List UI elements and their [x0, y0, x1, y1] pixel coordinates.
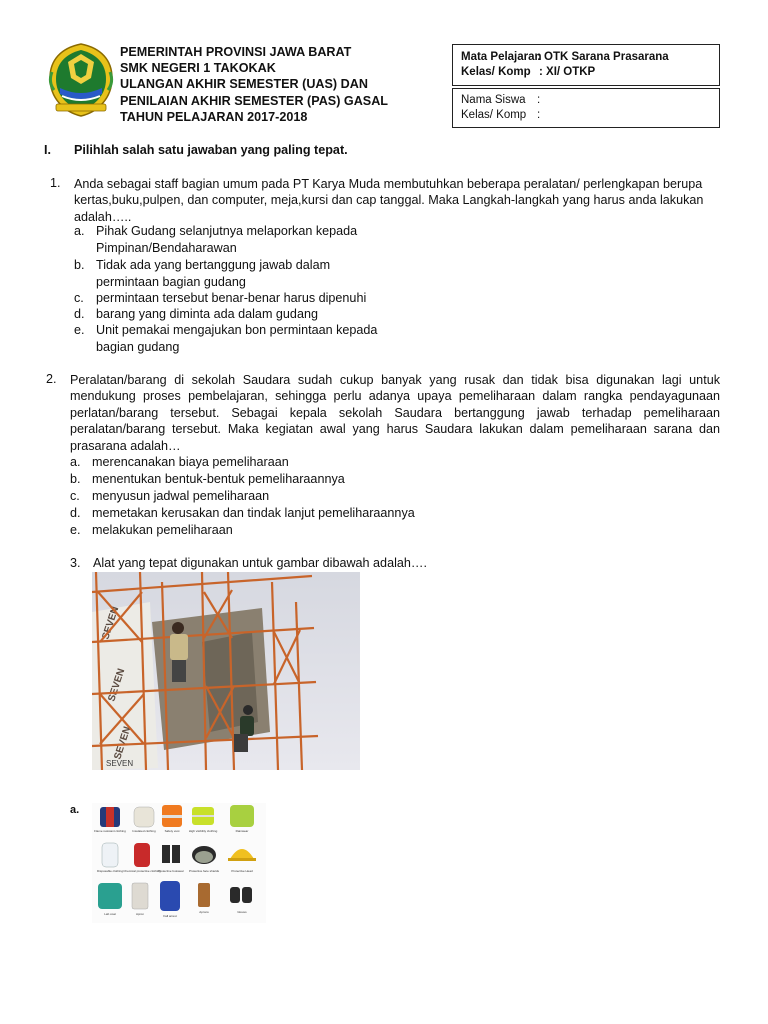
ppe-label: Insulated clothing: [132, 829, 156, 833]
option-text: menentukan bentuk-bentuk pemeliharaannya: [92, 472, 345, 486]
student-info-box: [452, 88, 720, 128]
school-header: [120, 44, 388, 125]
option-letter: d.: [74, 307, 85, 321]
section-number: I.: [44, 143, 51, 157]
question-1-number: 1.: [50, 176, 61, 190]
question-2-text: [70, 372, 720, 454]
option-letter: c.: [70, 489, 80, 503]
ppe-label: Protective Head: [231, 869, 253, 873]
option-letter: e.: [74, 323, 85, 337]
option-text: menyusun jadwal pemeliharaan: [92, 489, 270, 503]
svg-text:SEVEN: SEVEN: [112, 725, 134, 761]
option-text: merencanakan biaya pemeliharaan: [92, 455, 289, 469]
ppe-equipment-collage[interactable]: [92, 803, 266, 923]
option-letter: b.: [70, 472, 81, 486]
class-label: Kelas/ Komp: [461, 66, 531, 78]
question-2-line: prasarana adalah…: [70, 438, 181, 453]
insulated-clothing-icon: [132, 807, 156, 833]
header-line-assessment: PENILAIAN AKHIR SEMESTER (PAS) GASAL: [120, 93, 388, 108]
student-name-label: Nama Siswa: [461, 94, 526, 106]
ppe-label: Safety vest: [164, 829, 180, 833]
option-letter: c.: [74, 291, 84, 305]
option-text: Pimpinan/Bendaharawan: [96, 241, 237, 255]
subject-info-box: [452, 44, 720, 86]
header-line-school: SMK NEGERI 1 TAKOKAK: [120, 61, 276, 76]
ppe-label: Chemical protective clothing: [123, 869, 161, 873]
question-1-line: adalah…..: [74, 209, 132, 224]
option-text: permintaan bagian gudang: [96, 275, 246, 289]
ppe-label: Apron: [135, 912, 145, 916]
question-2-line: perlatan/barang tersebut. Sebagai kepala sekolah Saudara bertanggung jawab terhadap pemeliharaan: [70, 405, 720, 420]
option-text: melakukan pemeliharaan: [92, 523, 233, 537]
ppe-label: Aprons: [199, 910, 209, 914]
question-1-text: [74, 176, 720, 225]
question-1-line: Anda sebagai staff bagian umum pada PT Karya Muda membutuhkan beberapa peralatan/ perlengkapan berupa: [74, 177, 703, 191]
option-text: Tidak ada yang bertanggung jawab dalam: [96, 258, 331, 272]
option-letter: b.: [74, 258, 85, 272]
ppe-label: Fall arrest: [163, 914, 177, 918]
header-line-year: TAHUN PELAJARAN 2017-2018: [120, 109, 308, 124]
ppe-label: Gloves: [237, 910, 247, 914]
question-1-line: kertas,buku,pulpen, dan computer, meja,kursi dan cap tanggal. Maka Langkah-langkah yang harus anda lakukan: [74, 193, 704, 208]
ppe-label: Lab coat: [104, 912, 116, 916]
header-line-province: PEMERINTAH PROVINSI JAWA BARAT: [120, 45, 352, 59]
ppe-label: High visibility clothing: [188, 829, 218, 833]
subject-label: Mata Pelajaran: [461, 51, 542, 63]
subject-value: : OTK Sarana Prasarana: [537, 51, 669, 63]
scaffolding-workers-photo: [92, 572, 360, 770]
question-3-number: 3.: [70, 556, 81, 570]
ppe-label: Protective face shields: [188, 869, 220, 873]
question-2-line: mendukung proses pembelajaran, sehingga perlu adanya upaya pemeliharaan dalam rangka pendayagunaan: [70, 389, 720, 404]
ppe-label: Rainwear: [235, 829, 249, 833]
ppe-label: Disposable clothing: [96, 869, 124, 873]
high-visibility-clothing-icon: [189, 807, 218, 833]
option-text: barang yang diminta ada dalam gudang: [96, 307, 318, 321]
option-text: Pihak Gudang selanjutnya melaporkan kepada: [96, 224, 358, 238]
student-name-colon: :: [537, 94, 541, 106]
option-text: Unit pemakai mengajukan bon permintaan kepada: [96, 323, 378, 337]
class-value: : XI/ OTKP: [539, 66, 596, 78]
svg-text:SEVEN: SEVEN: [100, 605, 122, 641]
ppe-label: Flame resistant clothing: [94, 829, 126, 833]
option-letter: d.: [70, 506, 81, 520]
safety-vest-icon: [162, 805, 182, 833]
option-text: bagian gudang: [96, 340, 180, 354]
ppe-label: Protective footwear: [158, 869, 184, 873]
student-class-label: Kelas/ Komp: [461, 109, 527, 121]
question-3-option-a-letter: a.: [70, 804, 80, 816]
question-3-text: Alat yang tepat digunakan untuk gambar dibawah adalah….: [93, 556, 427, 570]
svg-text:SEVEN: SEVEN: [106, 667, 128, 703]
option-letter: a.: [74, 224, 85, 238]
question-2-line: peralatan/barang tersebut. Maka kegiatan awal yang harus Saudara lakukan dalam pemeliharaan sarana dan: [70, 422, 720, 437]
header-line-exam: ULANGAN AKHIR SEMESTER (UAS) DAN: [120, 77, 368, 92]
option-letter: e.: [70, 523, 81, 537]
leather-apron-icon: [198, 883, 210, 914]
option-text: memetakan kerusakan dan tindak lanjut pemeliharaannya: [92, 506, 415, 520]
section-title: Pilihlah salah satu jawaban yang paling tepat.: [74, 143, 348, 157]
question-2-number: 2.: [46, 372, 57, 386]
svg-text:SEVEN: SEVEN: [106, 759, 134, 768]
school-logo-icon: [46, 42, 116, 118]
option-letter: a.: [70, 455, 81, 469]
question-2-line: Peralatan/barang di sekolah Saudara sudah cukup banyak yang rusak dan tidak bisa digunakan lagi untuk: [70, 373, 720, 387]
option-text: permintaan tersebut benar-benar harus dipenuhi: [96, 291, 367, 305]
student-class-colon: :: [537, 109, 541, 121]
